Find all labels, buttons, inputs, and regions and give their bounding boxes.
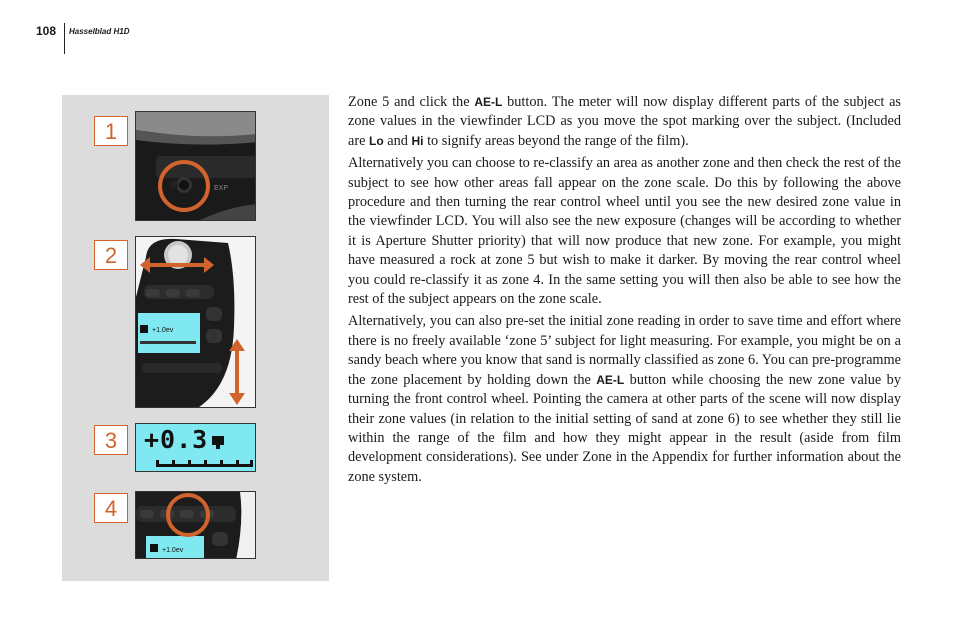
text-run: Zone 5 and click the [348, 94, 475, 110]
step-4-label: 4 [94, 493, 128, 523]
ael-key-label: AE-L [596, 372, 625, 387]
paragraph-1 [348, 93, 901, 151]
photo-step-2 [135, 236, 256, 408]
svg-text:+1.0ev: +1.0ev [152, 327, 174, 334]
lcd-display-step-3 [135, 423, 256, 472]
header-rule [64, 23, 65, 54]
svg-text:+1.0ev: +1.0ev [162, 547, 184, 554]
text-run: and [383, 132, 412, 149]
photo-step-1 [135, 111, 256, 221]
camera-ael-button-image [136, 112, 256, 221]
lo-key-label: Lo [369, 133, 384, 148]
hi-key-label: Hi [411, 133, 424, 148]
lcd-readout: +0.3 [144, 425, 209, 454]
page-number: 108 [36, 24, 57, 38]
text-run: button. The meter will now display different parts of the subject as zone values in the viewfinder LCD as you move the spot marking over the subject. (Included are [348, 94, 901, 149]
paragraph-2: Alternatively you can choose to re-classify an area as another zone and then check the rest of the subject to see how other areas fall appear on the zone scale. Do this by following the above procedure and then turning the rear control wheel until you see the new desired zone value in the viewfinder LCD. You will also see the new exposure (changes will be according to whether it is Aperture Shutter priority) that will now produce that new zone. For example, you might have measured a rock at zone 5 but wish to make it darker. By moving the rear control wheel you could re-classify it as zone 4. In the same setting you will then also be able to see how the rest of the subject appears on the zone scale. [348, 155, 901, 308]
camera-grip-image [136, 237, 256, 408]
svg-text:EXP: EXP [214, 185, 229, 192]
text-run: to signify areas beyond the range of the film). [423, 132, 689, 149]
running-head: Hasselblad H1D [69, 27, 130, 36]
paragraph-3 [348, 312, 901, 487]
ael-key-label: AE-L [474, 95, 503, 109]
step-3-label: 3 [94, 425, 128, 455]
figure-panel [62, 95, 329, 581]
step-1-label: 1 [94, 116, 128, 146]
body-text [348, 93, 901, 490]
text-run: button while choosing the new zone value by turning the front control wheel. Pointing the camera at other parts of the scene will now display their zone values (in relation to the initial setting of sand at zone 6) to see whether they still lie within the range of the film and how they might appear in the result (aside from film development considerations). See under Zone in the Appendix for further information about the zone system. [348, 371, 901, 485]
step-2-label: 2 [94, 240, 128, 270]
photo-step-4 [135, 491, 256, 559]
zone-scale-graphic [136, 424, 256, 472]
text-run: Alternatively, you can also pre-set the initial zone reading in order to save time and effort where there is no freely available ‘zone 5’ subject for light measuring. For example, you might be on a sandy beach where you know that sand is normally classified as zone 6. You can pre-programme the zone placement by holding down the [348, 313, 901, 388]
camera-top-buttons-image [136, 492, 256, 559]
